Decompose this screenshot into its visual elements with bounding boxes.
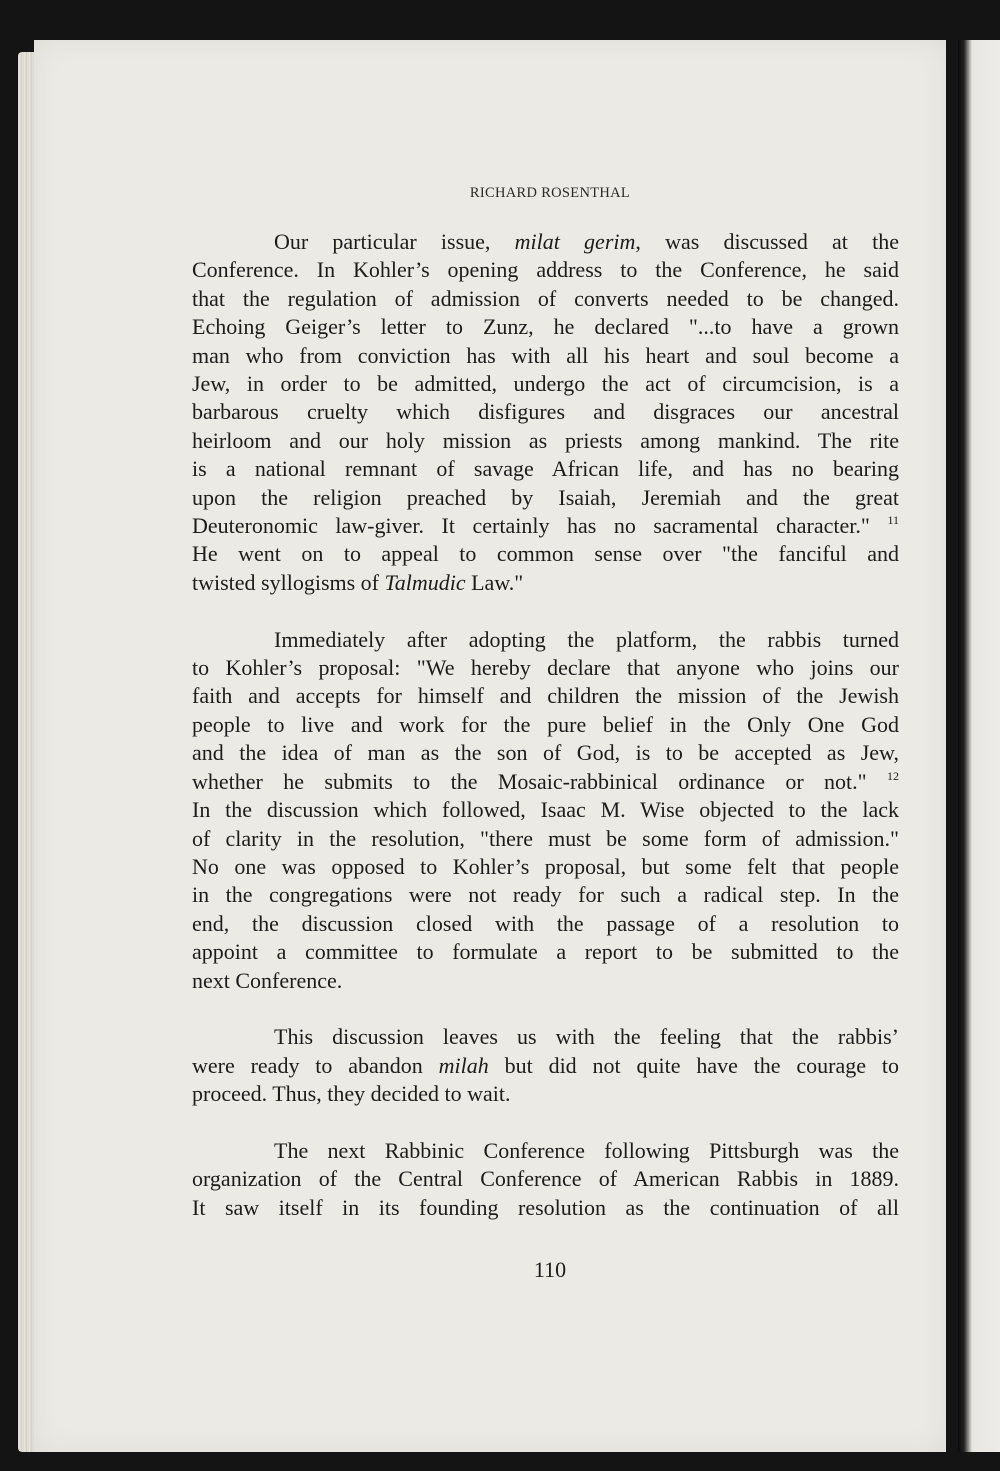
text-line: and the idea of man as the son of God, is to be accepted as Jew, [192, 740, 899, 766]
text-line: upon the religion preached by Isaiah, Jeremiah and the great [192, 484, 899, 510]
paragraph [192, 626, 899, 995]
paragraph [192, 228, 899, 597]
text-line [192, 228, 899, 256]
text-line: Jew, in order to be admitted, undergo the act of circumcision, is a [192, 371, 899, 397]
text-line: people to live and work for the pure belief in the Only One God [192, 711, 899, 737]
line-text: Our particular issue, milat gerim, was discussed at the [274, 229, 900, 254]
facing-page-edge [958, 40, 1000, 1452]
text-line: It saw itself in its founding resolution as the continuation of all [192, 1194, 899, 1220]
text-line: organization of the Central Conference of American Rabbis in 1889. [192, 1166, 899, 1192]
body-text [192, 228, 899, 1222]
line-text: The next Rabbinic Conference following Pittsburgh was the [274, 1137, 899, 1163]
text-line: barbarous cruelty which disfigures and disgraces our ancestral [192, 399, 899, 425]
text-line: He went on to appeal to common sense over "the fanciful and [192, 541, 899, 567]
text-line: proceed. Thus, they decided to wait. [192, 1081, 511, 1107]
text-line: to Kohler’s proposal: "We hereby declare that anyone who joins our [192, 655, 899, 681]
paragraph [192, 1137, 899, 1222]
text-line: Conference. In Kohler’s opening address to the Conference, he said [192, 257, 899, 283]
running-head: RICHARD ROSENTHAL [469, 185, 631, 201]
text-line: heirloom and our holy mission as priests among mankind. The rite [192, 427, 899, 453]
text-line: twisted syllogisms of Talmudic Law." [192, 569, 524, 595]
text-line: is a national remnant of savage African life, and has no bearing [192, 456, 899, 482]
text-line: faith and accepts for himself and children the mission of the Jewish [192, 683, 899, 709]
paragraph [192, 1023, 899, 1108]
text-line: appoint a committee to formulate a report to be submitted to the [192, 939, 899, 965]
text-line: No one was opposed to Kohler’s proposal, but some felt that people [192, 853, 899, 879]
text-line: that the regulation of admission of converts needed to be changed. [192, 285, 899, 311]
line-text: This discussion leaves us with the feeling that the rabbis’ [274, 1024, 899, 1050]
text-line: Deuteronomic law-giver. It certainly has no sacramental character." $^{11}$ [192, 513, 899, 539]
text-line: end, the discussion closed with the passage of a resolution to [192, 910, 899, 936]
text-line: In the discussion which followed, Isaac M. Wise objected to the lack [192, 797, 899, 823]
text-line [192, 626, 899, 654]
text-line: whether he submits to the Mosaic-rabbinical ordinance or not." $^{12}$ [192, 768, 899, 794]
text-line: Echoing Geiger’s letter to Zunz, he declared "...to have a grown [192, 314, 899, 340]
line-text: Immediately after adopting the platform, the rabbis turned [274, 626, 899, 652]
text-line [192, 1023, 899, 1051]
text-line: of clarity in the resolution, "there must be some form of admission." [192, 825, 899, 851]
text-line: next Conference. [192, 967, 343, 993]
text-line: in the congregations were not ready for such a radical step. In the [192, 882, 899, 908]
text-line: were ready to abandon milah but did not quite have the courage to [192, 1052, 900, 1078]
text-line: man who from conviction has with all his heart and soul become a [192, 342, 899, 368]
text-line [192, 1137, 899, 1165]
page-number: 110 [533, 1257, 567, 1282]
